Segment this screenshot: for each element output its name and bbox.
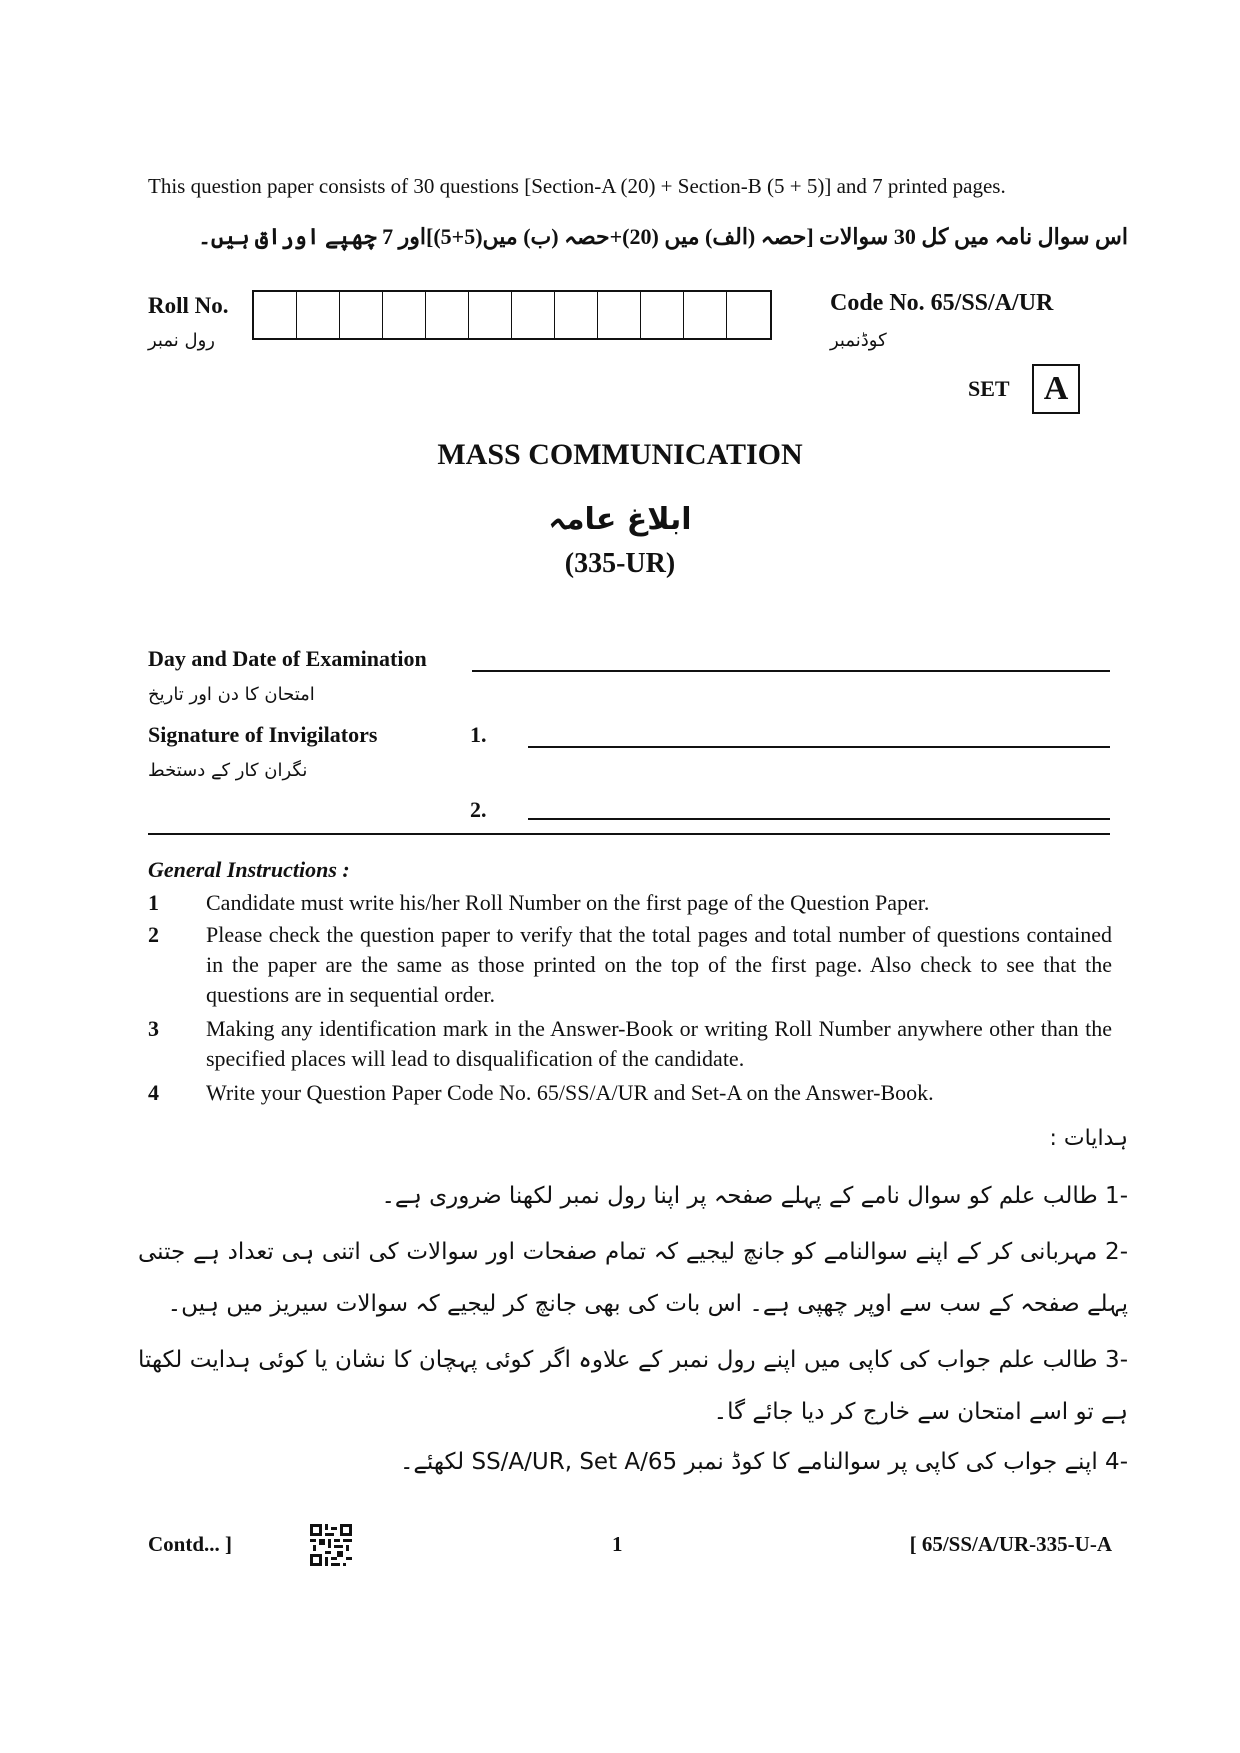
- roll-number-cell[interactable]: [254, 292, 297, 338]
- instruction-number: 4: [148, 1080, 159, 1105]
- instruction-item-ur: -2 مہربانی کر کے اپنے سوالنامے کو جانچ لیجیے کہ تمام صفحات اور سوالات کی اتنی ہی تعداد ہے جتنی پہلے صفحہ کے سب سے اوپر چھپی ہے۔ اس بات کی بھی جانچ کر لیجیے کہ سوالات سیریز میں ہیں۔: [138, 1239, 1128, 1317]
- code-number-label-ur: کوڈنمبر: [830, 330, 887, 351]
- roll-number-cell[interactable]: [512, 292, 555, 338]
- invigilators-label: Signature of Invigilators: [148, 722, 378, 747]
- roll-number-cell[interactable]: [641, 292, 684, 338]
- roll-number-label-ur: رول نمبر: [148, 330, 215, 351]
- signature-2-number: 2.: [470, 797, 487, 822]
- roll-number-cell[interactable]: [684, 292, 727, 338]
- instruction-number: 1: [148, 890, 159, 915]
- instruction-item-ur: -4 اپنے جواب کی کاپی پر سوالنامے کا کوڈ نمبر 65/SS/A/UR, Set A لکھئے۔: [399, 1449, 1128, 1475]
- qr-code-icon: [310, 1524, 352, 1566]
- signature-1-line[interactable]: [528, 746, 1110, 748]
- roll-number-cell[interactable]: [555, 292, 598, 338]
- instruction-text: Making any identification mark in the Answer-Book or writing Roll Number anywhere other than the specified places will lead to disqualification of the candidate.: [206, 1016, 1112, 1071]
- day-date-label-ur: امتحان کا دن اور تاریخ: [148, 684, 315, 705]
- day-date-label: Day and Date of Examination: [148, 646, 427, 671]
- subject-title: MASS COMMUNICATION: [437, 438, 803, 471]
- set-label: SET: [968, 376, 1010, 401]
- instruction-item-ur: -1 طالب علم کو سوال نامے کے پہلے صفحہ پر اپنا رول نمبر لکھنا ضروری ہے۔: [381, 1183, 1128, 1209]
- day-date-line[interactable]: [472, 670, 1110, 672]
- instruction-item-ur: -3 طالب علم جواب کی کاپی میں اپنے رول نمبر کے علاوہ اگر کوئی پہچان کا نشان یا کوئی ہدایت لکھتا ہے تو اسے امتحان سے خارج کر دیا جائے گا۔: [138, 1347, 1128, 1425]
- signature-2-line[interactable]: [528, 818, 1110, 820]
- roll-number-cell[interactable]: [297, 292, 340, 338]
- roll-number-boxes[interactable]: [252, 290, 772, 340]
- roll-number-cell[interactable]: [383, 292, 426, 338]
- instruction-text: Please check the question paper to verify that the total pages and total number of questions contained in the paper are the same as those printed on the top of the first page. Also check to see that the questions are in sequential order.: [206, 922, 1112, 1007]
- subject-title-ur: ابلاغ عامہ: [548, 502, 692, 537]
- roll-number-cell[interactable]: [727, 292, 770, 338]
- signature-1-number: 1.: [470, 722, 487, 747]
- section-divider: [148, 833, 1110, 835]
- instruction-number: 2: [148, 922, 159, 947]
- roll-number-cell[interactable]: [340, 292, 383, 338]
- page-number: 1: [612, 1532, 623, 1556]
- roll-number-cell[interactable]: [426, 292, 469, 338]
- paper-summary-en: This question paper consists of 30 questions [Section-A (20) + Section-B (5 + 5)] and 7 printed pages.: [148, 174, 1006, 198]
- roll-number-label: Roll No.: [148, 293, 229, 318]
- instruction-text: Candidate must write his/her Roll Number on the first page of the Question Paper.: [206, 890, 930, 915]
- set-value-box: A: [1032, 364, 1080, 414]
- paper-code-footer: [ 65/SS/A/UR-335-U-A: [909, 1532, 1112, 1556]
- code-number: Code No. 65/SS/A/UR: [830, 290, 1054, 316]
- instruction-number: 3: [148, 1016, 159, 1041]
- roll-number-cell[interactable]: [469, 292, 512, 338]
- roll-number-cell[interactable]: [598, 292, 641, 338]
- general-instructions-title: General Instructions :: [148, 857, 350, 882]
- instructions-title-ur: ہدایات :: [1049, 1126, 1128, 1151]
- invigilators-label-ur: نگران کار کے دستخط: [148, 760, 308, 781]
- instruction-text: Write your Question Paper Code No. 65/SS/A/UR and Set-A on the Answer-Book.: [206, 1080, 934, 1105]
- paper-summary-ur: اس سوال نامہ میں کل 30 سوالات [حصہ (الف) میں (20)+حصہ (ب) میں(5+5)]اور 7 چھپے اوراق ہیں۔: [198, 224, 1128, 249]
- continued-label: Contd... ]: [148, 1532, 233, 1556]
- subject-code: (335-UR): [564, 548, 676, 579]
